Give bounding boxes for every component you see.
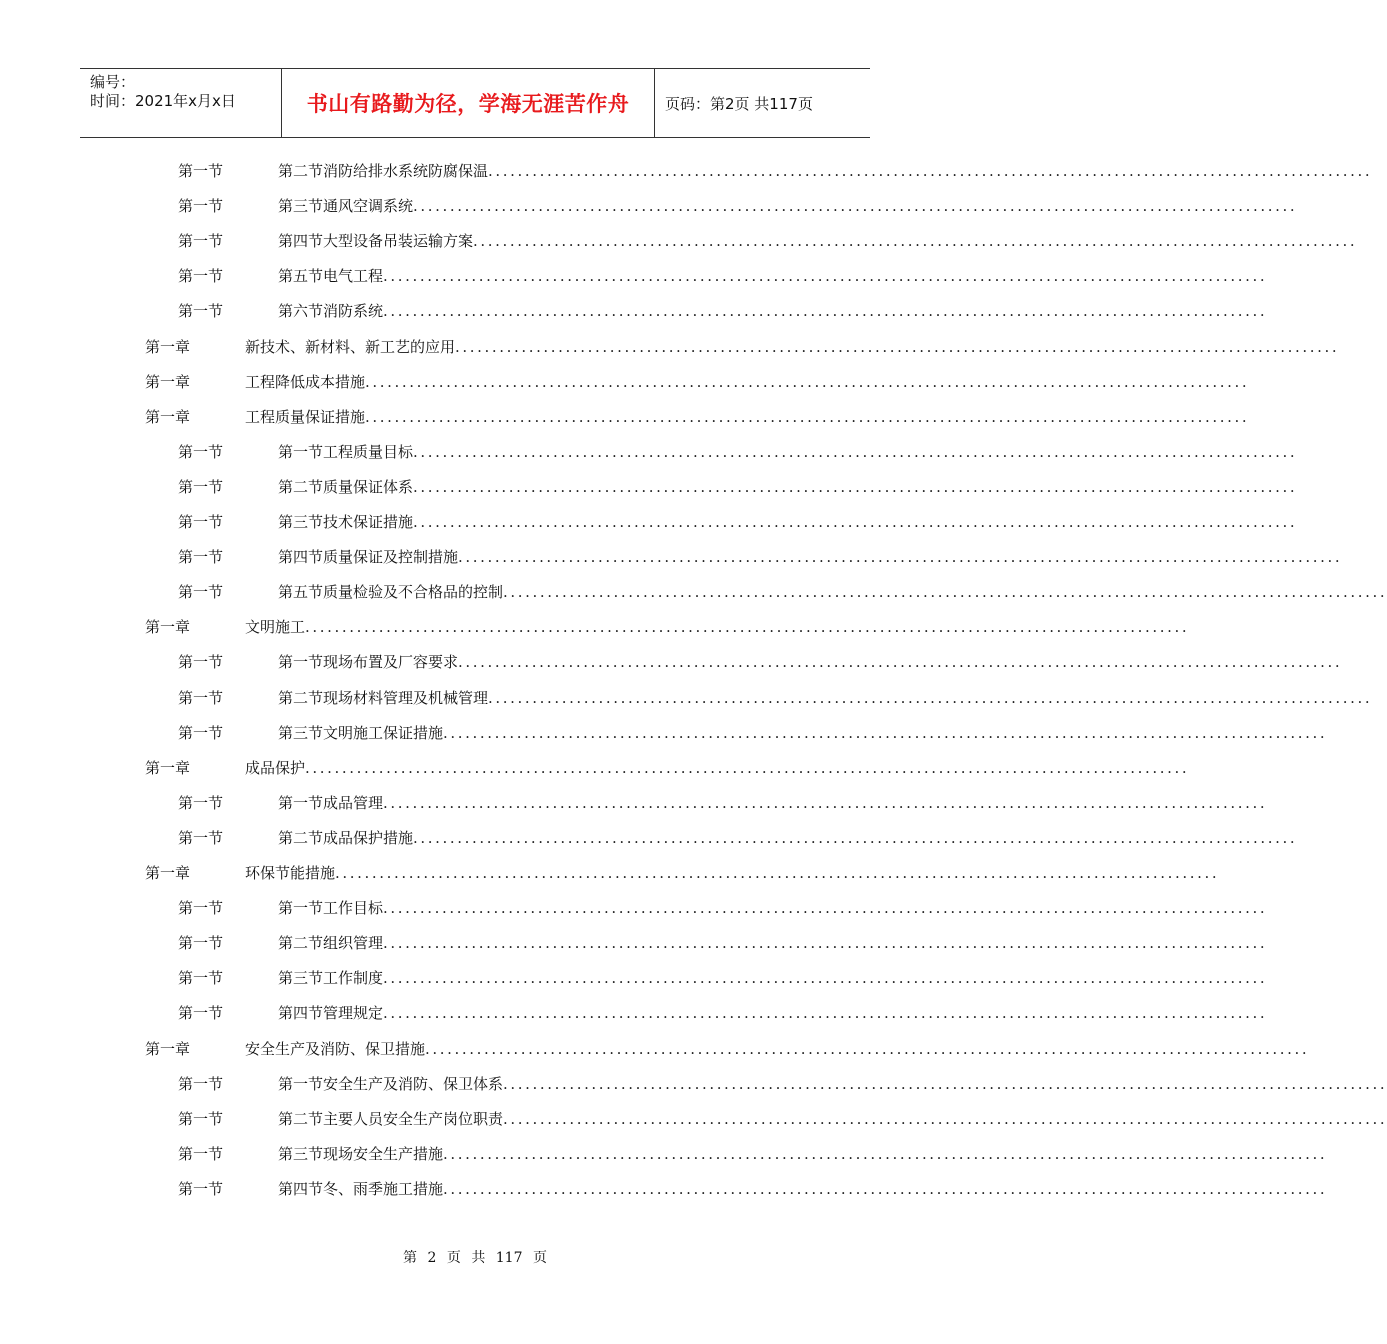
toc-dot-leader: ........................................................................................................................ — [503, 583, 1387, 602]
toc-dot-leader: ........................................................................................................................ — [458, 548, 1343, 567]
page-header — [80, 68, 870, 138]
toc-dot-leader: ........................................................................................................................ — [305, 618, 1190, 637]
toc-section-entry[interactable] — [0, 511, 1298, 535]
toc-entry-title: 第一节安全生产及消防、保卫体系 — [278, 1074, 504, 1093]
toc-entry-number: 第一章 — [145, 372, 191, 391]
toc-dot-leader: ........................................................................................................................ — [383, 267, 1268, 286]
toc-dot-leader: ........................................................................................................................ — [413, 513, 1298, 531]
toc-section-entry[interactable] — [0, 230, 1358, 254]
toc-entry-number: 第一节 — [178, 513, 224, 531]
footer-di: 第 — [403, 1250, 418, 1266]
toc-section-entry[interactable] — [0, 722, 1328, 746]
toc-section-entry[interactable] — [0, 441, 1298, 465]
toc-dot-leader: ........................................................................................................................ — [443, 1144, 1328, 1163]
toc-entry-number: 第一节 — [178, 969, 224, 988]
header-page-cell — [655, 69, 870, 137]
toc-entry-title: 环保节能措施 — [245, 864, 336, 882]
toc-dot-leader: ........................................................................................................................ — [335, 864, 1220, 882]
toc-entry-number: 第一节 — [178, 302, 224, 321]
toc-entry-title: 工程降低成本措施 — [245, 372, 366, 391]
doc-number-label: 编号： — [90, 73, 136, 91]
toc-section-entry[interactable] — [0, 1178, 1328, 1202]
toc-dot-leader: ........................................................................................................................ — [455, 337, 1340, 356]
toc-chapter-entry[interactable] — [0, 757, 1190, 781]
toc-dot-leader: ........................................................................................................................ — [458, 653, 1343, 672]
toc-entry-title: 第二节质量保证体系 — [278, 477, 414, 496]
toc-entry-title: 第四节管理规定 — [278, 1004, 384, 1023]
toc-chapter-entry[interactable] — [0, 406, 1250, 430]
toc-entry-title: 第一节工程质量目标 — [278, 442, 414, 461]
toc-section-entry[interactable] — [0, 897, 1268, 921]
header-motto-cell — [282, 69, 655, 137]
toc-entry-title: 第二节主要人员安全生产岗位职责 — [278, 1109, 504, 1128]
toc-entry-number: 第一节 — [178, 548, 224, 567]
toc-entry-title: 文明施工 — [245, 618, 306, 637]
toc-dot-leader: ........................................................................................................................ — [413, 197, 1298, 216]
toc-section-entry[interactable] — [0, 1002, 1268, 1026]
toc-section-entry[interactable] — [0, 476, 1298, 500]
toc-section-entry[interactable] — [0, 581, 1387, 605]
toc-dot-leader: ........................................................................................................................ — [413, 828, 1298, 847]
header-meta-cell — [80, 69, 282, 137]
toc-entry-title: 第一节工作目标 — [278, 899, 384, 918]
toc-entry-number: 第一节 — [178, 162, 224, 180]
toc-entry-number: 第一节 — [178, 477, 224, 496]
footer-gong: 共 — [471, 1250, 486, 1266]
toc-section-entry[interactable] — [0, 546, 1343, 570]
toc-dot-leader: ........................................................................................................................ — [305, 758, 1190, 777]
toc-entry-title: 第二节成品保护措施 — [278, 828, 414, 847]
toc-entry-title: 第五节电气工程 — [278, 267, 384, 286]
toc-dot-leader: ........................................................................................................................ — [383, 793, 1268, 812]
toc-entry-number: 第一节 — [178, 653, 224, 672]
toc-section-entry[interactable] — [0, 265, 1268, 289]
toc-entry-title: 第三节文明施工保证措施 — [278, 723, 444, 742]
footer-ye2: 页 — [532, 1250, 547, 1266]
toc-entry-title: 第二节现场材料管理及机械管理 — [278, 688, 489, 707]
toc-entry-number: 第一节 — [178, 442, 224, 461]
toc-section-entry[interactable] — [0, 827, 1298, 851]
toc-entry-title: 第一节成品管理 — [278, 793, 384, 812]
toc-section-entry[interactable] — [0, 300, 1268, 324]
toc-entry-title: 第六节消防系统 — [278, 302, 384, 321]
toc-dot-leader: ........................................................................................................................ — [383, 934, 1268, 953]
toc-dot-leader: ........................................................................................................................ — [365, 372, 1250, 391]
toc-entry-number: 第一节 — [178, 899, 224, 918]
toc-entry-title: 第三节现场安全生产措施 — [278, 1144, 444, 1163]
footer-total-pages: 117 — [495, 1250, 523, 1266]
toc-entry-number: 第一节 — [178, 232, 224, 251]
toc-section-entry[interactable] — [0, 160, 1373, 184]
toc-entry-title: 第五节质量检验及不合格品的控制 — [278, 583, 504, 602]
toc-entry-number: 第一节 — [178, 828, 224, 847]
toc-entry-number: 第一章 — [145, 337, 191, 356]
toc-entry-title: 第三节技术保证措施 — [278, 513, 414, 531]
toc-dot-leader: ........................................................................................................................ — [383, 1004, 1268, 1023]
footer-ye: 页 — [446, 1250, 461, 1266]
toc-dot-leader: ........................................................................................................................ — [443, 1179, 1328, 1198]
toc-entry-number: 第一节 — [178, 1144, 224, 1163]
toc-chapter-entry[interactable] — [0, 371, 1250, 395]
toc-dot-leader: ........................................................................................................................ — [488, 688, 1373, 707]
toc-entry-number: 第一节 — [178, 197, 224, 216]
motto-text: 书山有路勤为径，学海无涯苦作舟 — [306, 92, 630, 116]
toc-dot-leader: ........................................................................................................................ — [443, 723, 1328, 742]
toc-dot-leader: ........................................................................................................................ — [383, 969, 1268, 988]
toc-chapter-entry[interactable] — [0, 862, 1220, 886]
toc-dot-leader: ........................................................................................................................ — [383, 899, 1268, 918]
toc-dot-leader: ........................................................................................................................ — [365, 407, 1250, 426]
toc-entry-number: 第一章 — [145, 758, 191, 777]
toc-entry-title: 第四节冬、雨季施工措施 — [278, 1179, 444, 1198]
toc-dot-leader: ........................................................................................................................ — [383, 302, 1268, 321]
toc-entry-number: 第一章 — [145, 1039, 191, 1058]
toc-dot-leader: ........................................................................................................................ — [413, 477, 1298, 496]
toc-dot-leader: ........................................................................................................................ — [503, 1109, 1387, 1128]
toc-entry-number: 第一节 — [178, 723, 224, 742]
toc-entry-number: 第一节 — [178, 793, 224, 812]
toc-entry-title: 成品保护 — [245, 758, 306, 777]
toc-entry-number: 第一节 — [178, 583, 224, 602]
toc-entry-number: 第一节 — [178, 934, 224, 953]
footer-page-number: 2 — [427, 1250, 437, 1266]
toc-entry-number: 第一章 — [145, 407, 191, 426]
toc-entry-number: 第一节 — [178, 267, 224, 286]
toc-dot-leader: ........................................................................................................................ — [473, 232, 1358, 251]
toc-section-entry[interactable] — [0, 651, 1343, 675]
toc-dot-leader: ........................................................................................................................ — [503, 1074, 1387, 1093]
time-label: 时间：2021年x月x日 — [90, 92, 236, 110]
toc-entry-title: 安全生产及消防、保卫措施 — [245, 1039, 426, 1058]
toc-section-entry[interactable] — [0, 932, 1268, 956]
toc-entry-number: 第一节 — [178, 1179, 224, 1198]
toc-section-entry[interactable] — [0, 792, 1268, 816]
toc-chapter-entry[interactable] — [0, 336, 1340, 360]
toc-entry-number: 第一节 — [178, 1074, 224, 1093]
toc-dot-leader: ........................................................................................................................ — [425, 1039, 1310, 1058]
toc-entry-number: 第一章 — [145, 618, 191, 637]
toc-dot-leader: ........................................................................................................................ — [488, 162, 1373, 180]
toc-dot-leader: ........................................................................................................................ — [413, 442, 1298, 461]
toc-entry-title: 第二节消防给排水系统防腐保温 — [278, 162, 489, 180]
page-footer — [0, 1247, 950, 1267]
toc-entry-title: 第四节质量保证及控制措施 — [278, 548, 459, 567]
toc-entry-title: 工程质量保证措施 — [245, 407, 366, 426]
toc-section-entry[interactable] — [0, 687, 1373, 711]
toc-entry-title: 第四节大型设备吊装运输方案 — [278, 232, 474, 251]
toc-entry-title: 第三节通风空调系统 — [278, 197, 414, 216]
header-page-info: 页码：第2页 共117页 — [665, 94, 813, 113]
toc-section-entry[interactable] — [0, 1108, 1387, 1132]
toc-entry-number: 第一章 — [145, 864, 191, 882]
toc-section-entry[interactable] — [0, 1073, 1387, 1097]
toc-entry-number: 第一节 — [178, 1109, 224, 1128]
toc-entry-number: 第一节 — [178, 688, 224, 707]
toc-section-entry[interactable] — [0, 1143, 1328, 1167]
toc-chapter-entry[interactable] — [0, 1038, 1310, 1062]
toc-entry-title: 第一节现场布置及厂容要求 — [278, 653, 459, 672]
toc-chapter-entry[interactable] — [0, 616, 1190, 640]
toc-entry-number: 第一节 — [178, 1004, 224, 1023]
toc-section-entry[interactable] — [0, 967, 1268, 991]
toc-entry-title: 第三节工作制度 — [278, 969, 384, 988]
toc-entry-title: 新技术、新材料、新工艺的应用 — [245, 337, 456, 356]
toc-section-entry[interactable] — [0, 195, 1298, 219]
toc-entry-title: 第二节组织管理 — [278, 934, 384, 953]
